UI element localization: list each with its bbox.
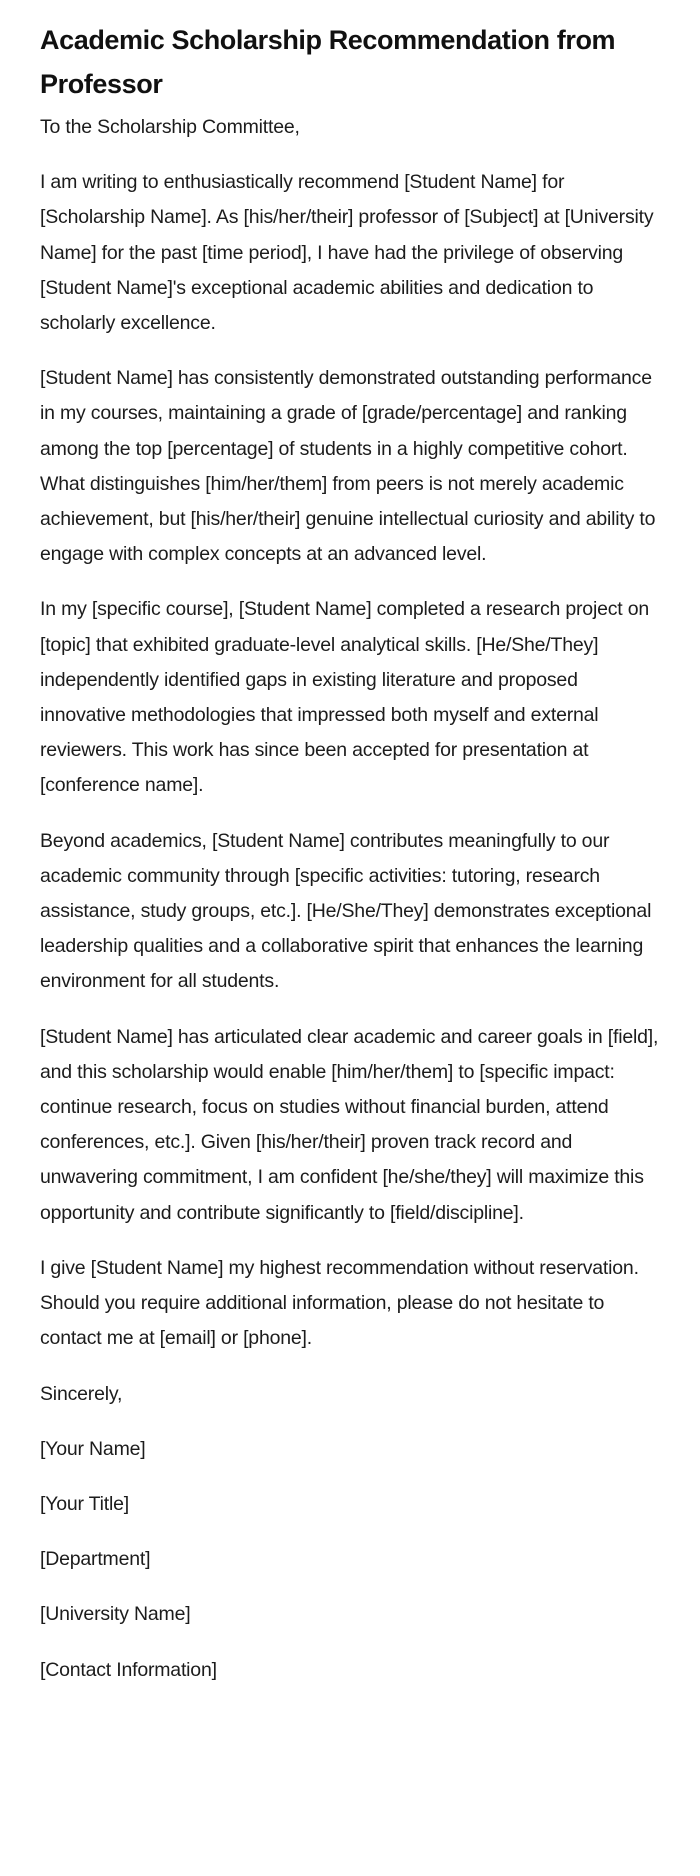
signature-title: [Your Title]	[40, 1492, 130, 1515]
body-paragraph-research: In my [specific course], [Student Name] completed a research project on [topic] that exhibited graduate-level analytical skills. [He/She/They] independently identified gaps in existing literature and proposed innovative methodologies that impressed both myself and external reviewers. This work has since been accepted for presentation at [conference name].	[40, 598, 650, 797]
salutation: To the Scholarship Committee,	[40, 116, 300, 138]
signature-contact: [Contact Information]	[40, 1658, 217, 1681]
signature-name: [Your Name]	[40, 1437, 146, 1460]
signature-block	[40, 1432, 660, 1688]
body-paragraph-community: Beyond academics, [Student Name] contributes meaningfully to our academic community through [specific activities: tutoring, research assistance, study groups, etc.]. [He/She/They] demonstrates exceptional leadership qualities and a collaborative spirit that enhances the learning environment for all students.	[40, 829, 652, 993]
body-paragraph-performance: [Student Name] has consistently demonstrated outstanding performance in my courses, maintaining a grade of [grade/percentage] and ranking among the top [percentage] of students in a highly competitive cohort. What distinguishes [him/her/them] from peers is not merely academic achievement, but [his/her/their] genuine intellectual curiosity and ability to engage with complex concepts at an advanced level.	[40, 367, 656, 566]
body-paragraph-goals: [Student Name] has articulated clear academic and career goals in [field], and this scholarship would enable [him/her/them] to [specific impact: continue research, focus on studies without financial burden, attend conferences, etc.]. Given [his/her/their] proven track record and unwavering commitment, I am confident [he/she/they] will maximize this opportunity and contribute significantly to [field/discipline].	[40, 1025, 659, 1224]
document-title: Academic Scholarship Recommendation from Professor	[40, 25, 616, 99]
signature-university: [University Name]	[40, 1603, 191, 1626]
signature-department: [Department]	[40, 1548, 151, 1571]
body-paragraph-closing-recommendation: I give [Student Name] my highest recommendation without reservation. Should you require additional information, please do not hesitate to contact me at [email] or [phone].	[40, 1256, 639, 1350]
closing: Sincerely,	[40, 1382, 123, 1405]
body-paragraph-intro: I am writing to enthusiastically recommend [Student Name] for [Scholarship Name]. As [his/her/their] professor of [Subject] at [University Name] for the past [time period], I have had the privilege of observing [Student Name]'s exceptional academic abilities and dedication to scholarly excellence.	[40, 171, 654, 335]
